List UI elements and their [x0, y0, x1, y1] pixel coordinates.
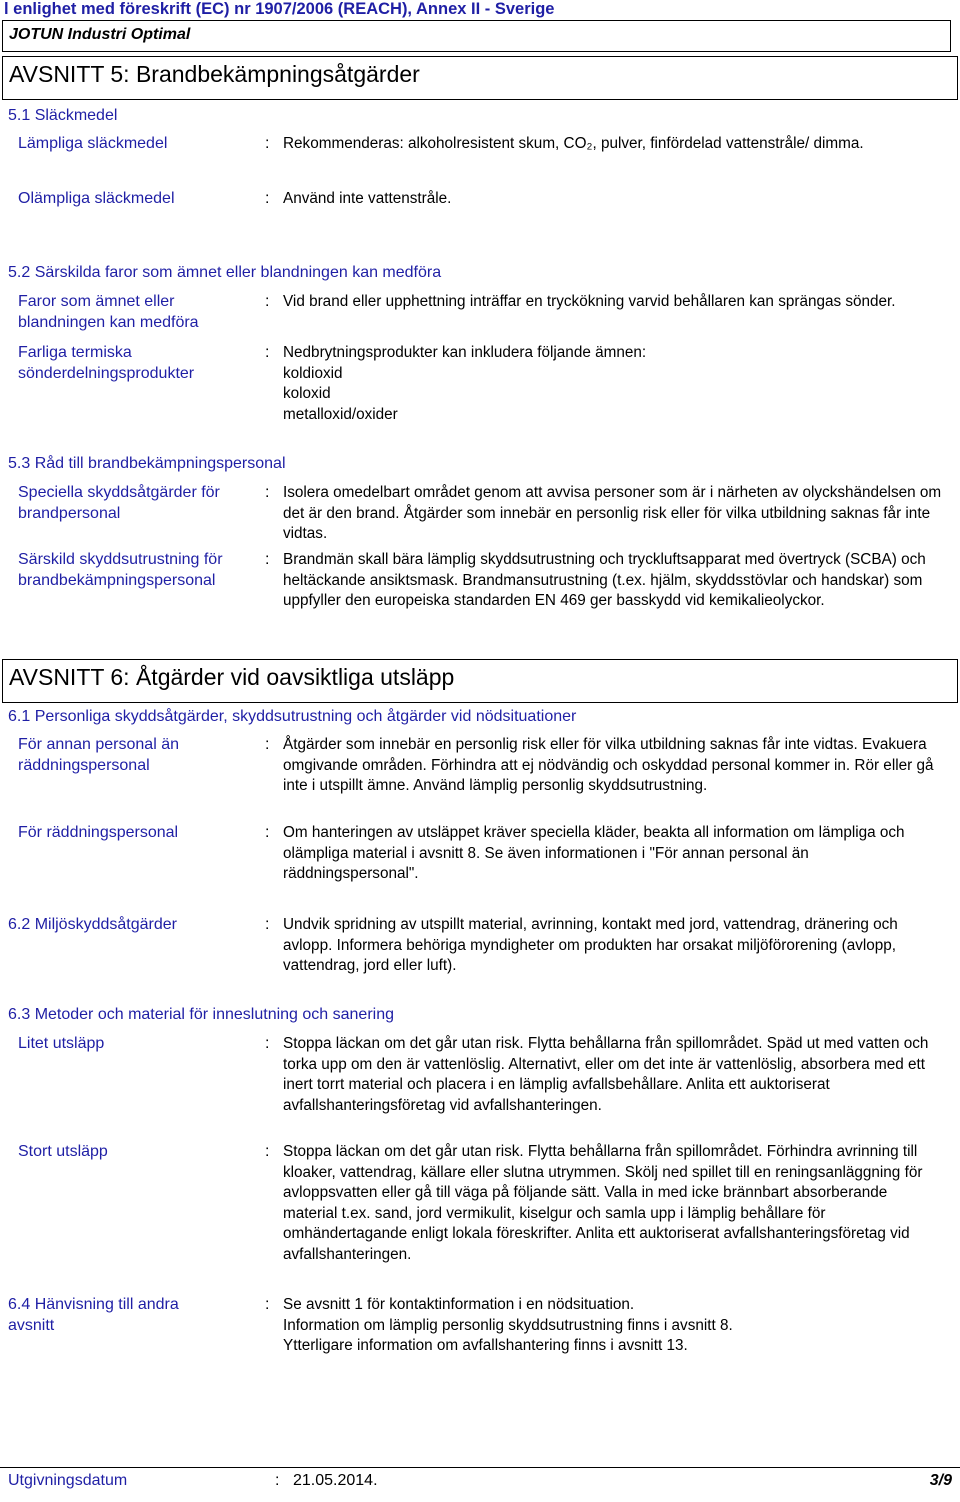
subsection-6-1-heading: 6.1 Personliga skyddsåtgärder, skyddsutrustning och åtgärder vid nödsituationer: [8, 708, 577, 725]
subsection-5-2-heading: 5.2 Särskilda faror som ämnet eller blandningen kan medföra: [8, 264, 442, 281]
footer-divider: [0, 1467, 960, 1468]
footer-colon: :: [275, 1472, 280, 1489]
large-spill-label: Stort utsläpp: [18, 1143, 108, 1160]
section-6-title: AVSNITT 6: Åtgärder vid oavsiktliga utsläpp: [9, 664, 455, 690]
field-colon: :: [265, 344, 270, 361]
reference-sections-label: 6.4 Hänvisning till andra avsnitt: [8, 1296, 179, 1334]
reference-line: Ytterligare information om avfallshantering finns i avsnitt 13.: [283, 1337, 688, 1354]
thermal-line: Nedbrytningsprodukter kan inkludera följande ämnen:: [283, 344, 647, 361]
thermal-decomposition-value: [283, 343, 943, 425]
protective-equipment-value: Brandmän skall bära lämplig skyddsutrustning och tryckluftsapparat med övertryck (SCBA) och heltäckande ansiktsmask. Brandmansutrustning (t.ex. hjälm, skyddsstövlar och handskar) som uppfyller den europeiska standarden EN 469 ger basskydd vid kemikalieolyckor.: [283, 551, 926, 609]
special-hazards-label: Faror som ämnet eller blandningen kan medföra: [18, 293, 199, 331]
subsection-5-1-heading: 5.1 Släckmedel: [8, 107, 118, 124]
field-colon: :: [265, 916, 270, 933]
section-5-title-box: [2, 56, 958, 100]
special-hazards-value: Vid brand eller upphettning inträffar en tryckökning varvid behållaren kan sprängas sönder.: [283, 293, 896, 310]
reference-sections-value: [283, 1295, 943, 1357]
non-emergency-personnel-label: För annan personal än räddningspersonal: [18, 736, 179, 774]
special-precautions-label: Speciella skyddsåtgärder för brandpersonal: [18, 484, 220, 522]
non-emergency-personnel-value: Åtgärder som innebär en personlig risk eller för vilka utbildning saknas får inte vidtas. Evakuera omgivande områden. Förhindra att ej nödvändig och oskyddad personal kommer in. Rör eller gå inte i utspillt ämne. Använd lämplig personlig skyddsutrustning.: [283, 736, 934, 794]
reference-line: Se avsnitt 1 för kontaktinformation i en nödsituation.: [283, 1296, 635, 1313]
protective-equipment-label: Särskild skyddsutrustning för brandbekämpningspersonal: [18, 551, 223, 589]
environmental-precautions-value: Undvik spridning av utspillt material, avrinning, kontakt med jord, vattendrag, dränering och avlopp. Informera behöriga myndigheter om produkten har orsakat miljöförorening (avlopp, vattendrag, jord eller luft).: [283, 916, 898, 974]
product-name: JOTUN Industri Optimal: [9, 26, 191, 43]
emergency-responders-label: För räddningspersonal: [18, 824, 179, 841]
field-colon: :: [265, 1035, 270, 1052]
environmental-precautions-label: 6.2 Miljöskyddsåtgärder: [8, 916, 177, 933]
field-colon: :: [265, 1143, 270, 1160]
small-spill-label: Litet utsläpp: [18, 1035, 105, 1052]
subsection-6-3-heading: 6.3 Metoder och material för inneslutning och sanering: [8, 1006, 394, 1023]
field-colon: :: [265, 293, 270, 310]
field-colon: :: [265, 736, 270, 753]
thermal-line: metalloxid/oxider: [283, 405, 398, 423]
document-header-title: l enlighet med föreskrift (EC) nr 1907/2006 (REACH), Annex II - Sverige: [4, 0, 555, 18]
suitable-extinguishing-label: Lämpliga släckmedel: [18, 135, 168, 152]
field-colon: :: [265, 551, 270, 568]
product-name-box: [2, 20, 951, 52]
thermal-decomposition-label: Farliga termiska sönderdelningsprodukter: [18, 344, 195, 382]
field-colon: :: [265, 190, 270, 207]
page-number: 3/9: [929, 1472, 952, 1489]
emergency-responders-value: Om hanteringen av utsläppet kräver speciella kläder, beakta all information om lämpliga och olämpliga material i avsnitt 8. Se även informationen i "För annan personal än räddningspersonal".: [283, 824, 905, 882]
issue-date-label: Utgivningsdatum: [8, 1472, 128, 1489]
field-colon: :: [265, 824, 270, 841]
small-spill-value: Stoppa läckan om det går utan risk. Flytta behållarna från spillområdet. Späd ut med vatten och torka upp om den är vattenlöslig. Alternativt, eller om det inte är vattenlöslig, absorbera med ett inert torrt material och placera i en lämplig avfallsbehållare. Anlita ett auktoriserat avfallshanteringsföretag vid avfallshanteringen.: [283, 1035, 929, 1114]
section-5-title: AVSNITT 5: Brandbekämpningsåtgärder: [9, 61, 420, 87]
section-6-title-box: [2, 659, 958, 703]
issue-date-value: 21.05.2014.: [293, 1472, 378, 1489]
thermal-line: koloxid: [283, 385, 331, 402]
large-spill-value: Stoppa läckan om det går utan risk. Flytta behållarna från spillområdet. Förhindra avrinning till kloaker, vattendrag, källare eller slutna utrymmen. Skölj ned spillet till en reningsanläggning för avloppsvatten eller gå till väga på följande sätt. Valla in med icke brännbart absorberande material t.ex. sand, jord vermikulit, kiselgur och samla upp i lämplig behållare för omhändertagande enligt lokala föreskrifter. Anlita ett auktoriserat avfallshanteringsföretag vid avfallshanteringen.: [283, 1143, 923, 1263]
unsuitable-extinguishing-value: Använd inte vattenstråle.: [283, 190, 452, 207]
field-colon: :: [265, 1296, 270, 1313]
field-colon: :: [265, 135, 270, 152]
unsuitable-extinguishing-label: Olämpliga släckmedel: [18, 190, 175, 207]
reference-line: Information om lämplig personlig skyddsutrustning finns i avsnitt 8.: [283, 1316, 733, 1334]
subsection-5-3-heading: 5.3 Råd till brandbekämpningspersonal: [8, 455, 286, 472]
suitable-extinguishing-value: Rekommenderas: alkoholresistent skum, CO₂, pulver, finfördelad vattenstråle/ dimma.: [283, 135, 864, 152]
special-precautions-value: Isolera omedelbart området genom att avvisa personer som är i närheten av olyckshändelsen om det är den brand. Åtgärder som innebär en personlig risk eller för vilka utbildning saknas får inte vidtas.: [283, 484, 942, 542]
thermal-line: koldioxid: [283, 364, 343, 382]
field-colon: :: [265, 484, 270, 501]
